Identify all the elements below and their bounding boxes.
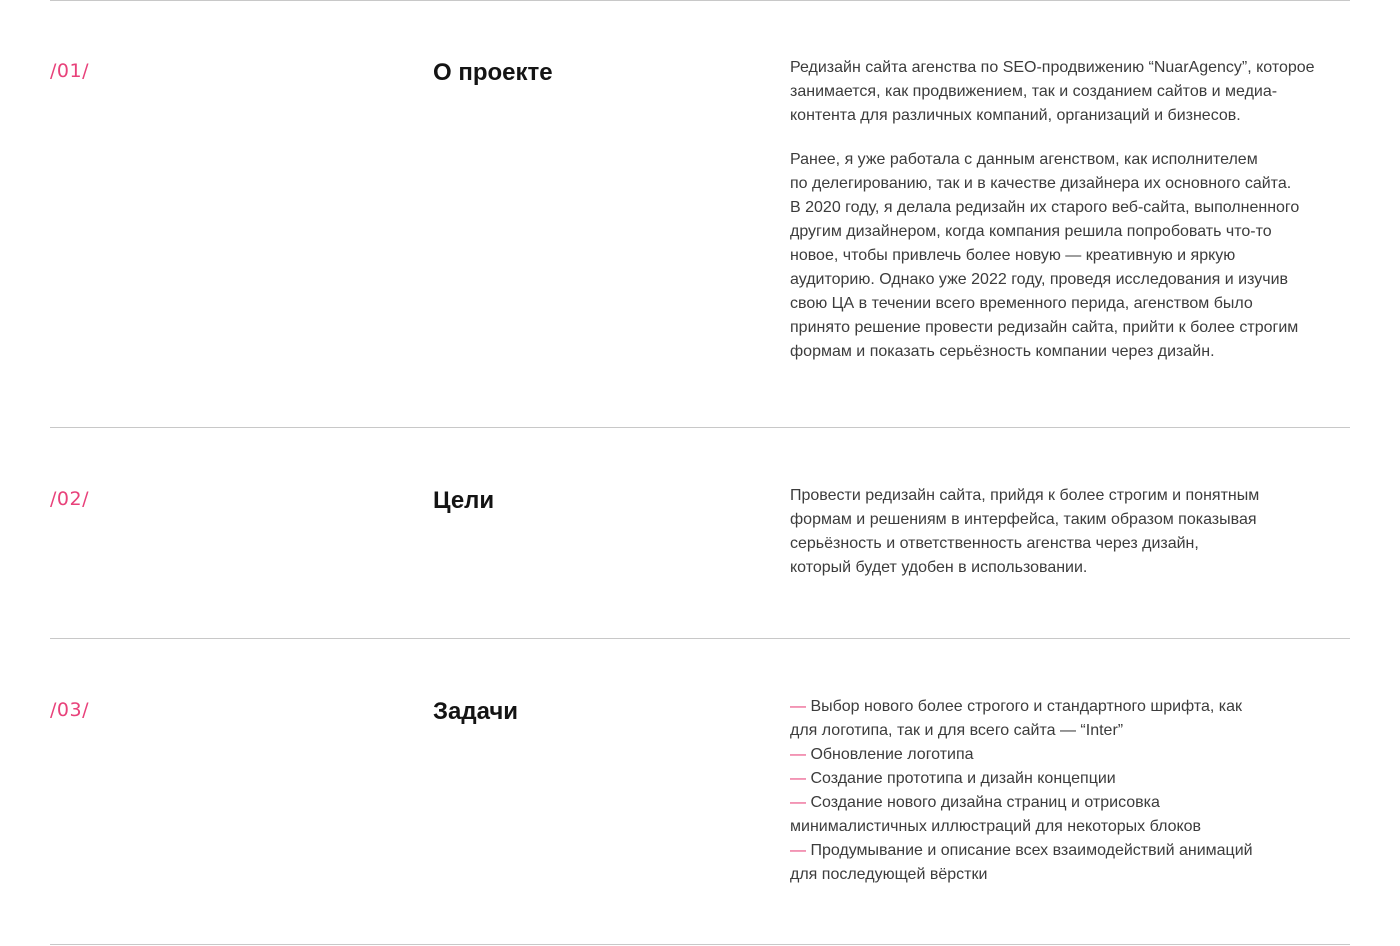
text-line: Редизайн сайта агенства по SEO-продвижению “NuarAgency”, которое: [790, 59, 1315, 76]
task-text: Создание прототипа и дизайн концепции: [806, 770, 1116, 787]
section-divider: [50, 638, 1350, 639]
text-line: свою ЦА в течении всего временного перида, агенством было: [790, 295, 1253, 312]
text-line: по делегированию, так и в качестве дизайнера их основного сайта.: [790, 175, 1292, 192]
section-title: Цели: [433, 487, 495, 514]
text-line: принято решение провести редизайн сайта, прийти к более строгим: [790, 319, 1299, 336]
task-item: [790, 695, 1365, 743]
task-text: Создание нового дизайна страниц и отрисовка: [806, 794, 1160, 811]
text-line: В 2020 году, я делала редизайн их старого веб-сайта, выполненного: [790, 199, 1300, 216]
text-line: другим дизайнером, когда компания решила попробовать что-то: [790, 223, 1272, 240]
text-line: который будет удобен в использовании.: [790, 559, 1088, 576]
paragraph: [790, 484, 1365, 580]
dash-marker: —: [790, 698, 806, 715]
task-text: Обновление логотипа: [806, 746, 974, 763]
text-line: формам и показать серьёзность компании через дизайн.: [790, 343, 1215, 360]
text-line: формам и решениям в интерфейса, таким образом показывая: [790, 511, 1257, 528]
task-item: [790, 743, 1365, 767]
task-text: Выбор нового более строгого и стандартного шрифта, как: [806, 698, 1243, 715]
task-item: [790, 791, 1365, 839]
text-line: занимается, как продвижением, так и созданием сайтов и медиа-: [790, 83, 1278, 100]
section-title: О проекте: [433, 59, 553, 86]
text-line: контента для различных компаний, организаций и бизнесов.: [790, 107, 1241, 124]
section-divider: [50, 427, 1350, 428]
bottom-divider: [50, 944, 1350, 945]
text-line: Ранее, я уже работала с данным агенством, как исполнителем: [790, 151, 1258, 168]
section-number: /03/: [50, 699, 89, 721]
dash-marker: —: [790, 842, 806, 859]
dash-marker: —: [790, 794, 806, 811]
text-line: минималистичных иллюстраций для некоторых блоков: [790, 818, 1202, 835]
section-number: /01/: [50, 60, 89, 82]
paragraph: [790, 56, 1365, 128]
text-line: [790, 839, 1365, 863]
text-line: аудиторию. Однако уже 2022 году, проведя исследования и изучив: [790, 271, 1289, 288]
text-line: [790, 791, 1365, 815]
text-line: [790, 695, 1365, 719]
text-line: Провести редизайн сайта, прийдя к более строгим и понятным: [790, 487, 1260, 504]
task-list: [790, 695, 1365, 887]
task-item: [790, 839, 1365, 887]
dash-marker: —: [790, 770, 806, 787]
text-line: [790, 743, 1365, 767]
text-line: [790, 767, 1365, 791]
text-line: новое, чтобы привлечь более новую — креативную и яркую: [790, 247, 1236, 264]
task-item: [790, 767, 1365, 791]
section-body: [790, 56, 1365, 364]
dash-marker: —: [790, 746, 806, 763]
text-line: серьёзность и ответственность агенства через дизайн,: [790, 535, 1199, 552]
text-line: для логотипа, так и для всего сайта — “Inter”: [790, 722, 1124, 739]
text-line: для последующей вёрстки: [790, 866, 988, 883]
section-body: [790, 484, 1365, 580]
top-divider: [50, 0, 1350, 1]
section-title: Задачи: [433, 698, 519, 725]
task-text: Продумывание и описание всех взаимодействий анимаций: [806, 842, 1253, 859]
section-number: /02/: [50, 488, 89, 510]
paragraph: [790, 148, 1365, 364]
